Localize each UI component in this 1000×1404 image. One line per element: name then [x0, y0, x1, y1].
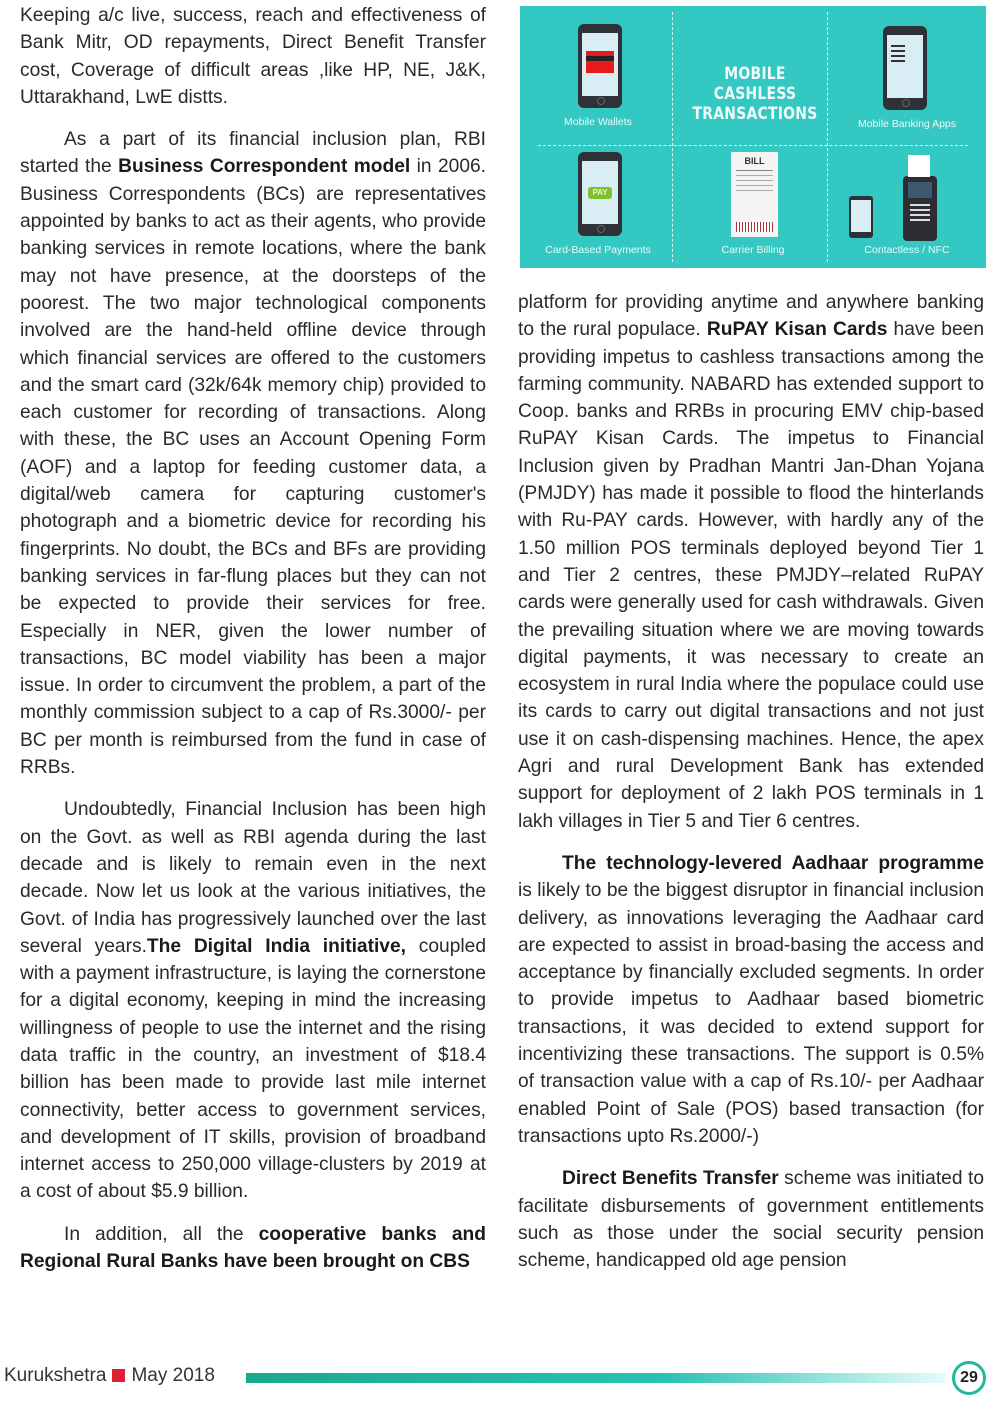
bold-aadhaar: The technology-levered Aadhaar programme: [562, 852, 984, 874]
label-mobile-banking-apps: Mobile Banking Apps: [857, 118, 957, 130]
contactless-phone-icon: [849, 196, 873, 238]
right-column: [518, 289, 984, 1289]
pos-terminal-icon: [903, 176, 937, 241]
divider-horizontal: [538, 145, 968, 146]
bold-dbt: Direct Benefits Transfer: [562, 1168, 779, 1190]
label-contactless-nfc: Contactless / NFC: [864, 244, 950, 256]
divider-vertical: [672, 12, 673, 262]
page-number: 29: [952, 1361, 986, 1395]
red-square-icon: [112, 1369, 125, 1382]
paragraph-dbt: Direct Benefits Transfer scheme was initiated to facilitate disbursements of government entitlements such as those under the social security pension scheme, handicapped old age pension: [518, 1168, 984, 1272]
footer-magazine: Kurukshetra May 2018: [4, 1365, 215, 1386]
label-card-based-payments: Card-Based Payments: [545, 244, 651, 256]
label-mobile-wallets: Mobile Wallets: [564, 116, 632, 128]
paragraph-business-correspondent: As a part of its financial inclusion plan, RBI started the Business Correspondent model in 2006. Business Correspondents (BCs) are representatives appointed by banks to act as their agents, who provide banking services in remote locations, where the bank may not have presence, at the doorsteps of the poorest. The two major technological components involved are the hand-held offline device through which financial services are offered to the customers and the smart card (32k/64k memory chip) provided to each customer for recording of transactions. Along with these, the BC uses an Account Opening Form (AOF) and a laptop for feeding customer data, a digital/web camera for capturing customer's photograph and a biometric device for recording his fingerprints. No doubt, the BCs and BFs are providing banking services in far-flung places but they can not be expected to provide their services for free. Especially in NER, given the lower number of transactions, BC model viability has been a major issue. In order to circumvent the problem, a part of the monthly commission subject to a cap of Rs.3000/- per BC per month is reimbursed from the fund in case of RRBs.: [20, 129, 486, 779]
figure-title: MOBILE CASHLESS TRANSACTIONS: [692, 64, 818, 124]
mobile-cashless-figure: [520, 6, 986, 268]
bold-cooperative-banks: cooperative banks and Regional Rural Banks have been brought on CBS: [20, 1223, 486, 1273]
pos-receipt-icon: [908, 155, 930, 177]
bold-digital-india: The Digital India initiative,: [146, 935, 406, 957]
paragraph-rupay: platform for providing anytime and anywhere banking to the rural populace. RuPAY Kisan Cards have been providing impetus to cashless transactions among the farming community. NABARD has extended support to Coop. banks and RRBs in procuring EMV chip-based RuPAY Kisan Cards. The impetus to Financial Inclusion given by Pradhan Mantri Jan-Dhan Yojana (PMJDY) has made it possible to flood the hinterlands with Ru-PAY cards. However, with hardly any of the 1.50 million POS terminals deployed beyond Tier 1 and Tier 2 centres, these PMJDY–related RuPAY cards were generally used for cash withdrawals. Given the prevailing situation where we are moving towards digital payments, it was necessary to create an ecosystem in rural India where the populace could use its cards to carry out digital transactions and not just use it on cash-dispensing machines. Hence, the apex Agri and rural Development Bank has extended support for deployment of 2 lakh POS terminals in 1 lakh villages in Tier 5 and Tier 6 centres.: [518, 292, 984, 832]
label-carrier-billing: Carrier Billing: [721, 244, 785, 256]
paragraph-aadhaar: The technology-levered Aadhaar programme is likely to be the biggest disruptor in financial inclusion delivery, as innovations leveraging the Aadhaar card are expected to assist in broad-basing the access and acceptance by financially excluded segments. In order to provide impetus to Aadhaar based biometric transactions, it was decided to extend support for incentivizing these transactions. The support is 0.5% of transaction value with a cap of Rs.10/- per Aadhaar enabled Point of Sale (POS) based transaction (for transactions upto Rs.2000/-): [518, 852, 984, 1147]
footer-bar: [246, 1373, 946, 1383]
divider-vertical: [827, 12, 828, 262]
mobile-banking-app-icon: [883, 26, 927, 110]
paragraph-digital-india: Undoubtedly, Financial Inclusion has been high on the Govt. as well as RBI agenda during the last decade and is likely to remain even in the next decade. Now let us look at the various initiatives, the Govt. of India has progressively launched over the last several years.The Digital India initiative, coupled with a payment infrastructure, is laying the cornerstone for a digital economy, keeping in mind the increasing willingness of people to use the internet and the rising data traffic in the country, an investment of $18.4 billion has been made to provide last mile internet connectivity, better access to government services, and development of IT skills, provision of broadband internet access to 250,000 village-clusters by 2019 at a cost of about $5.9 billion.: [20, 799, 486, 1203]
bill-icon: BILL: [731, 152, 778, 237]
paragraph-cbs: In addition, all the cooperative banks and Regional Rural Banks have been brought on CBS: [20, 1223, 486, 1273]
left-column: [20, 2, 486, 1290]
mobile-wallet-icon: [578, 24, 622, 108]
paragraph-bank-mitr: Keeping a/c live, success, reach and effectiveness of Bank Mitr, OD repayments, Direct Benefit Transfer cost, Coverage of difficult areas ,like HP, NE, J&K, Uttarakhand, LwE distts.: [20, 5, 486, 108]
bold-rupay-kisan: RuPAY Kisan Cards: [706, 319, 888, 341]
card-payment-phone-icon: PAY: [578, 152, 622, 236]
bold-business-correspondent: Business Correspondent model: [118, 156, 411, 178]
